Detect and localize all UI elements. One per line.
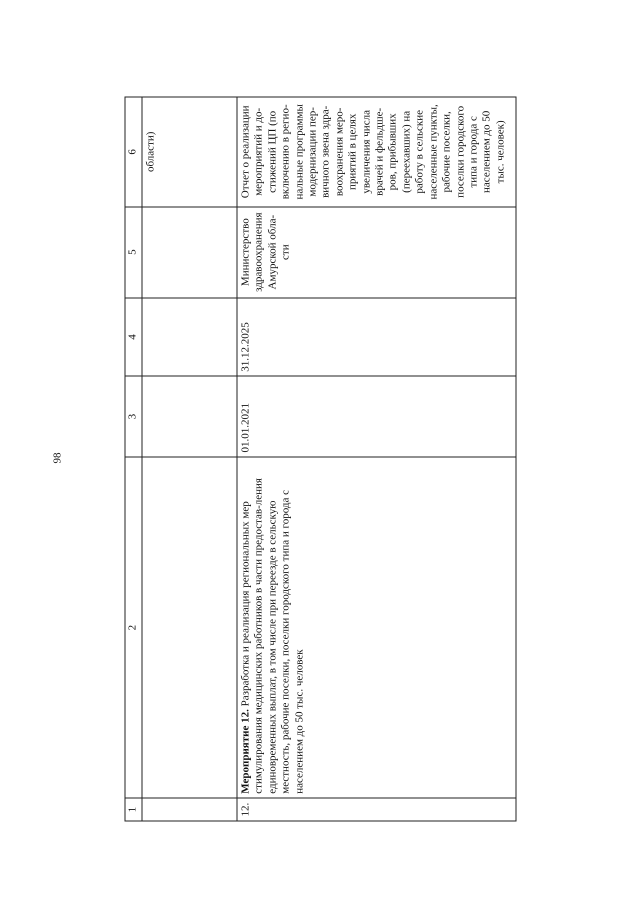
header-cell: 6: [125, 97, 142, 207]
header-cell: 5: [125, 207, 142, 298]
table-cell: [142, 798, 237, 821]
row-number: 12.: [237, 798, 516, 821]
header-cell: 2: [125, 457, 142, 798]
continuation-row: [142, 97, 237, 821]
header-cell: 1: [125, 798, 142, 821]
measure-title: Мероприятие 12.: [239, 709, 251, 794]
table-cell: [142, 207, 237, 298]
end-date: 31.12.2025: [237, 298, 516, 377]
measure-text: Разработка и реализация региональных мер стимулирования медицинских работников в части предостав-ления единовременных выплат, в том числе при переезде в сельскую местность, рабочие поселки, поселки городского типа и города с населением до 50 тыс. человек: [239, 478, 305, 794]
executor: Министерство здравоохранения Амурской обла-сти: [237, 207, 516, 298]
table-cell: [142, 298, 237, 377]
measures-table: [124, 97, 516, 822]
measure-description: [237, 457, 516, 798]
start-date: 01.01.2021: [237, 376, 516, 457]
table-row: [237, 97, 516, 821]
header-cell: 4: [125, 298, 142, 377]
expected-result: Отчет о реализации мероприятий и до-стижений ЦП (по включению в регио-нальные программы модернизации пер-вичного звена здра-воохранения меро-приятий в целях увеличения числа врачей и фельдше-ров, прибывших (переехавших) на работу в сельские населенные пункты, рабочие поселки, поселки городского типа и города с населением до 50 тыс. человек): [237, 97, 516, 207]
table-cell: области): [142, 97, 237, 207]
rotated-table-wrapper: [124, 97, 516, 822]
table-header-row: [125, 97, 142, 821]
table-cell: [142, 457, 237, 798]
header-cell: 3: [125, 376, 142, 457]
table-cell: [142, 376, 237, 457]
page-number: 98: [51, 452, 64, 464]
